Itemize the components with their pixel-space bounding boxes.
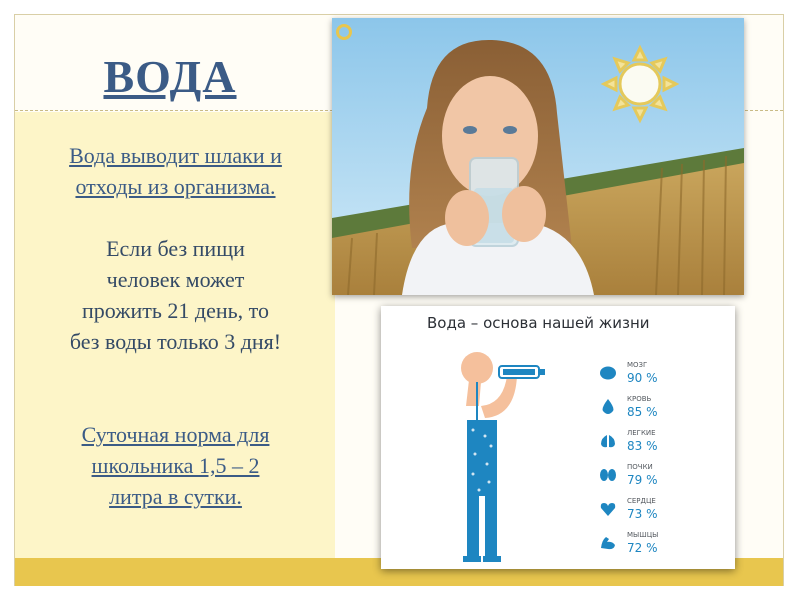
text-block — [28, 140, 323, 512]
organ-muscles — [599, 530, 719, 560]
infographic-card — [381, 306, 735, 569]
norm-line-1: Суточная норма для — [81, 422, 270, 447]
organ-percent: 85 % — [627, 405, 658, 419]
infographic-title: Вода – основа нашей жизни — [427, 314, 650, 332]
brain-icon — [599, 364, 617, 382]
organ-percent: 79 % — [627, 473, 658, 487]
organ-name: МЫШЦЫ — [627, 531, 659, 539]
norm-line-2: школьника 1,5 – 2 — [91, 453, 260, 478]
circle-ornament-icon — [336, 24, 352, 40]
lungs-icon — [599, 432, 617, 450]
fact-line-4: человек может — [106, 267, 245, 292]
organ-name: МОЗГ — [627, 361, 648, 369]
kidneys-icon — [599, 466, 617, 484]
fact-line-3: Если без пищи — [106, 236, 245, 261]
drinking-figure-icon — [451, 346, 591, 566]
organ-kidneys — [599, 462, 719, 492]
slide-title: ВОДА — [103, 51, 237, 102]
organ-percent: 83 % — [627, 439, 658, 453]
organ-name: СЕРДЦЕ — [627, 497, 656, 505]
sun-icon — [604, 48, 676, 120]
organ-name: ПОЧКИ — [627, 463, 653, 471]
organ-name: КРОВЬ — [627, 395, 652, 403]
organ-name: ЛЕГКИЕ — [627, 429, 656, 437]
organ-brain — [599, 360, 719, 390]
muscle-arm-icon — [599, 534, 617, 552]
fact-line-1: Вода выводит шлаки и — [69, 143, 282, 168]
fact-line-6: без воды только 3 дня! — [69, 329, 282, 354]
fact-line-2: отходы из организма. — [75, 174, 276, 199]
organ-percent: 73 % — [627, 507, 658, 521]
organ-heart — [599, 496, 719, 526]
fact-line-5: прожить 21 день, то — [82, 298, 269, 323]
heart-icon — [599, 500, 617, 518]
organ-blood — [599, 394, 719, 424]
photo-girl-drinking — [332, 18, 744, 295]
organ-lungs — [599, 428, 719, 458]
organ-percent: 90 % — [627, 371, 658, 385]
norm-line-3: литра в сутки. — [109, 484, 242, 509]
organ-percent: 72 % — [627, 541, 658, 555]
blood-drop-icon — [599, 398, 617, 416]
